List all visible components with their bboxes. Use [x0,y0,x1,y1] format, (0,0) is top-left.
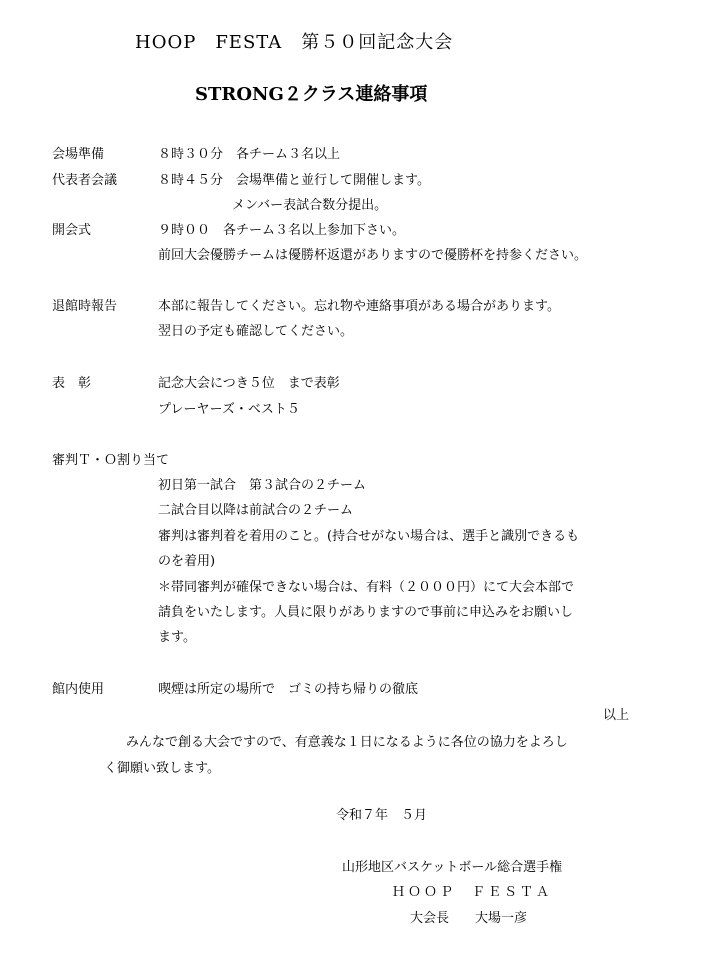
closing-line-1: みんなで創る大会ですので、有意義な１日になるように各位の協力をよろし [126,735,568,750]
label-rep: 代表者会議 [52,173,118,188]
text-opening-1: ９時００ 各チーム３名以上参加下さい。 [158,223,406,238]
text-referee-6: 請負をいたします。人員に限りがありますので事前に申込みをお願いし [158,605,573,620]
footer-chair: 大会長 大場一彦 [410,911,528,926]
text-referee-3: 審判は審判着を着用のこと。(持合せがない場合は、選手と識別できるも [158,529,580,544]
closing-ijo: 以上 [603,708,630,723]
text-prep: ８時３０分 各チーム３名以上 [158,147,341,162]
text-exit-2: 翌日の予定も確認してください。 [158,324,354,339]
text-opening-2: 前回大会優勝チームは優勝杯返還がありますので優勝杯を持参ください。 [158,248,588,263]
footer-event: ＨＯＯＰ ＦＥＳＴＡ [392,885,553,900]
text-exit-1: 本部に報告してください。忘れ物や連絡事項がある場合があります。 [158,299,560,314]
label-venue: 館内使用 [52,682,105,697]
text-referee-5: ＊帯同審判が確保できない場合は、有料（２０００円）にて大会本部で [158,580,575,595]
text-rep-1: ８時４５分 会場準備と並行して開催します。 [158,173,430,188]
text-referee-4: のを着用) [158,554,216,569]
text-referee-2: 二試合目以降は前試合の２チーム [158,503,354,518]
text-venue: 喫煙は所定の場所で ゴミの持ち帰りの徹底 [158,682,419,697]
label-exit: 退館時報告 [52,299,118,314]
label-referee: 審判Ｔ・Ｏ割り当て [52,453,170,468]
label-opening: 開会式 [52,223,92,238]
closing-line-2: く御願い致します。 [104,761,220,776]
footer-date: 令和７年 ５月 [336,808,428,823]
page-title: HOOP FESTA 第５０回記念大会 [135,32,454,53]
footer-org: 山形地区バスケットボール総合選手権 [342,860,563,875]
text-award-2: プレーヤーズ・ベスト５ [158,402,300,417]
label-award: 表 彰 [52,376,92,391]
text-referee-1: 初日第一試合 第３試合の２チーム [158,478,367,493]
page-subtitle: STRONG２クラス連絡事項 [195,84,428,105]
text-rep-2: メンバー表試合数分提出。 [232,198,388,213]
text-award-1: 記念大会につき５位 まで表彰 [158,376,340,391]
text-referee-7: ます。 [158,630,196,645]
label-prep: 会場準備 [52,147,105,162]
